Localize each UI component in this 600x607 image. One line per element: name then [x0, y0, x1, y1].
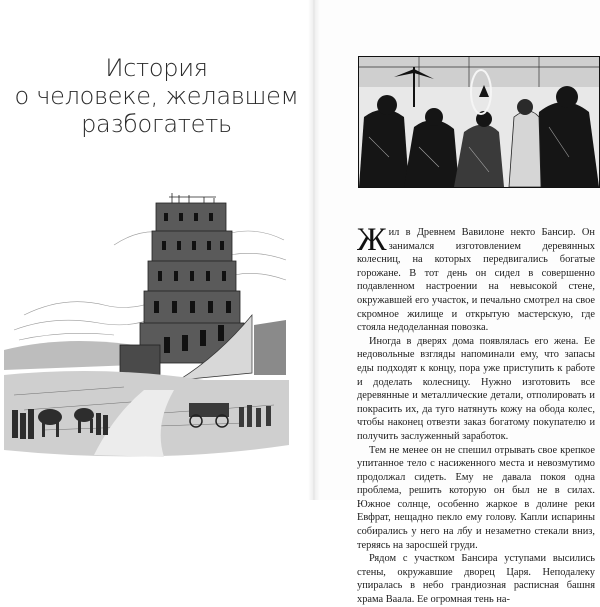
book-gutter: [308, 0, 320, 500]
title-line-3: разбогатеть: [81, 110, 232, 138]
paragraph-3: Тем не менее он не спешил отрывать свое крепкое упитанное тело с насиженного места и невозмутимо продолжал сидеть. Ему не давала покоя одна проблема, решить которую он был не в силах. Южное солнце, особенно жаркое в долине реки Евфрат, нещадно пекло ему голову. Капли испарины собирались у него на лбу и незаметно стекали вниз, теряясь на заросшей груди.: [357, 444, 595, 551]
babylon-crowd-illustration: [358, 56, 600, 188]
chapter-title: [0, 54, 313, 138]
title-line-1: История: [105, 54, 208, 82]
paragraph-2: Иногда в дверях дома появлялась его жена. Ее недовольные взгляды напоминали ему, что запасы еды подходят к концу, пора уже приступить к работе и доделать колесницу. Нужно изготовить все деревянные и металлические детали, отполировать и покрасить их, да туго натянуть кожу на обода колес, чтобы наконец отвезти заказ богатому покупателю и получить заслуженный заработок.: [357, 335, 595, 442]
paragraph-1: Жил в Древнем Вавилоне некто Бансир. Он занимался изготовлением деревянных колесниц, на которых передвигались богатые горожане. В тот день он сидел в совершенно подавленном настроении на невысокой стене, окружавшей его участок, и печально смотрел на свое скромное жилище и открытую мастерскую, где стояла недоделанная повозка.: [357, 222, 595, 334]
paragraph-4: Рядом с участком Бансира уступами высились стены, окружавшие дворец Царя. Неподалеку упиралась в небо грандиозная расписная башня храма Ваала. Ее огромная тень на-: [357, 553, 595, 606]
title-line-2: о человеке, желавшем: [14, 82, 299, 110]
chapter-body-text: [357, 222, 595, 607]
left-page: [0, 0, 313, 500]
tower-of-babel-illustration: [4, 165, 289, 465]
drop-cap: Ж: [357, 222, 387, 258]
